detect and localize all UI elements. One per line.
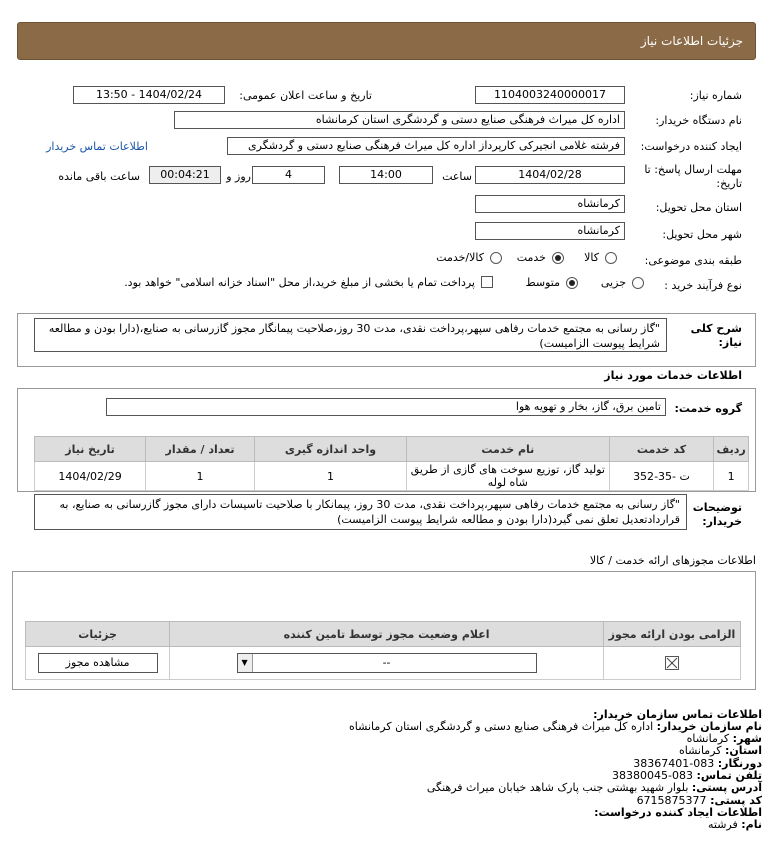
- deadline-date-label: تاریخ:: [716, 177, 742, 190]
- col-unit: واحد اندازه گیری: [254, 437, 406, 462]
- cell-permit-status: [170, 647, 604, 680]
- col-service-name: نام خدمت: [407, 437, 610, 462]
- contact-title: اطلاعات تماس سازمان خریدار:: [593, 708, 762, 721]
- remaining-label: ساعت باقی مانده: [58, 170, 140, 183]
- buyer-notes-text: "گاز رسانی به مجتمع خدمات رفاهی سپهر،پرداخت نقدی، مدت 30 روز، پیمانکار با صلاحیت تاسیسات دارای مجوز گازرسانی به صنایع، به قراردادتعدیل تعلق نمی گیرد(دارا بودن و مطالعه شرایط پیوست الزامیست): [34, 494, 687, 530]
- category-service-label: خدمت: [516, 251, 546, 264]
- province-label: استان محل تحویل:: [655, 201, 742, 214]
- col-permit-details: جزئیات: [26, 622, 170, 647]
- contact-city: شهر: کرمانشاه: [686, 732, 762, 745]
- buyer-notes-label-2: خریدار:: [702, 515, 742, 528]
- deadline-label: مهلت ارسال پاسخ: تا: [644, 163, 742, 176]
- contact-postal: کد پستی: 6715875377: [636, 794, 762, 807]
- cell-permit-required: [603, 647, 740, 680]
- city-label: شهر محل تحویل:: [662, 228, 742, 241]
- table-row: [35, 462, 749, 491]
- cell-quantity: 1: [146, 462, 255, 491]
- cell-row: 1: [714, 462, 749, 491]
- service-group-field: تامین برق، گاز، بخار و تهویه هوا: [106, 398, 666, 416]
- cell-need-date: 1404/02/29: [35, 462, 146, 491]
- category-both-label: کالا/خدمت: [436, 251, 484, 264]
- city-field: کرمانشاه: [475, 222, 625, 240]
- contact-org: نام سازمان خریدار: اداره کل میراث فرهنگی صنایع دستی و گردشگری استان کرمانشاه: [349, 720, 762, 733]
- category-goods-label: کالا: [584, 251, 599, 264]
- creator-field: فرشته غلامی انجیرکی کارپرداز اداره کل میراث فرهنگی صنایع دستی و گردشگری: [227, 137, 625, 155]
- services-table: [34, 436, 749, 491]
- contact-phone: تلفن تماس: 083-38380045: [612, 769, 762, 782]
- permits-header-row: [26, 622, 741, 647]
- category-goods-radio[interactable]: [605, 252, 617, 264]
- deadline-date-field: 1404/02/28: [475, 166, 625, 184]
- treasury-payment-checkbox[interactable]: [481, 276, 493, 288]
- cell-service-name: تولید گاز، توزیع سوخت های گازی از طریق شاه لوله: [407, 462, 610, 491]
- services-title: اطلاعات خدمات مورد نیاز: [604, 369, 742, 382]
- deadline-time-label: ساعت: [442, 170, 472, 183]
- category-service-radio[interactable]: [552, 252, 564, 264]
- creator-label: ایجاد کننده درخواست:: [640, 140, 742, 153]
- announce-field: 1404/02/24 - 13:50: [73, 86, 225, 104]
- col-quantity: تعداد / مقدار: [146, 437, 255, 462]
- creator-name: نام: فرشته: [708, 818, 762, 831]
- process-medium-label: متوسط: [525, 276, 560, 289]
- buyer-contact-link[interactable]: اطلاعات تماس خریدار: [46, 140, 148, 153]
- permits-table: [25, 621, 741, 680]
- deadline-time-field: 14:00: [339, 166, 433, 184]
- cell-unit: 1: [254, 462, 406, 491]
- service-group-label: گروه خدمت:: [674, 402, 742, 415]
- contact-fax: دورنگار: 083-38367401: [633, 757, 762, 770]
- view-permit-button[interactable]: مشاهده مجوز: [38, 653, 158, 673]
- disabled-checkbox-icon: [665, 656, 679, 670]
- province-field: کرمانشاه: [475, 195, 625, 213]
- summary-label-2: نیاز:: [718, 336, 742, 349]
- process-partial-label: جزیی: [600, 276, 626, 289]
- contact-province: استان: کرمانشاه: [678, 744, 762, 757]
- process-label: نوع فرآیند خرید :: [664, 279, 742, 292]
- need-number-label: شماره نیاز:: [689, 89, 742, 102]
- treasury-payment-note: پرداخت تمام یا بخشی از مبلغ خرید،از محل "اسناد خزانه اسلامی" خواهد بود.: [124, 276, 475, 289]
- creator-info-title: اطلاعات ایجاد کننده درخواست:: [594, 806, 762, 819]
- category-label: طبقه بندی موضوعی:: [644, 254, 742, 267]
- services-header-row: [35, 437, 749, 462]
- cell-service-code: ت -35-352: [609, 462, 714, 491]
- page-header: [17, 22, 756, 60]
- col-permit-status: اعلام وضعیت مجوز توسط تامین کننده: [170, 622, 604, 647]
- process-partial-radio[interactable]: [632, 277, 644, 289]
- remaining-time-field: 00:04:21: [149, 166, 221, 184]
- contact-address: آدرس پستی: بلوار شهید بهشتی جنب پارک شاهد خیابان میراث فرهنگی: [426, 781, 762, 794]
- need-number-field: 1104003240000017: [475, 86, 625, 104]
- buyer-notes-label: توضیحات: [692, 501, 742, 514]
- process-medium-radio[interactable]: [566, 277, 578, 289]
- col-row: ردیف: [714, 437, 749, 462]
- days-label: روز و: [226, 170, 251, 183]
- permit-status-select[interactable]: [237, 653, 537, 673]
- col-need-date: تاریخ نیاز: [35, 437, 146, 462]
- permit-status-value: --: [382, 656, 391, 669]
- buyer-field: اداره کل میراث فرهنگی صنایع دستی و گردشگری استان کرمانشاه: [174, 111, 625, 129]
- summary-label: شرح کلی: [690, 322, 742, 335]
- chevron-down-icon[interactable]: ▼: [238, 654, 253, 672]
- announce-label: تاریخ و ساعت اعلان عمومی:: [239, 89, 372, 102]
- col-permit-required: الزامی بودن ارائه مجوز: [603, 622, 740, 647]
- page-title: جزئیات اطلاعات نیاز: [640, 34, 743, 48]
- days-field: 4: [252, 166, 325, 184]
- category-both-radio[interactable]: [490, 252, 502, 264]
- table-row: [26, 647, 741, 680]
- col-service-code: کد خدمت: [609, 437, 714, 462]
- buyer-label: نام دستگاه خریدار:: [655, 114, 742, 127]
- cell-permit-details: [26, 647, 170, 680]
- permits-title: اطلاعات مجوزهای ارائه خدمت / کالا: [589, 554, 756, 567]
- summary-text: "گاز رسانی به مجتمع خدمات رفاهی سپهر،پرداخت نقدی، مدت 30 روز،صلاحیت پیمانگار مجوز گازرسانی به صنایع،(دارا بودن و مطالعه شرایط پیوست الزامیست): [34, 318, 667, 352]
